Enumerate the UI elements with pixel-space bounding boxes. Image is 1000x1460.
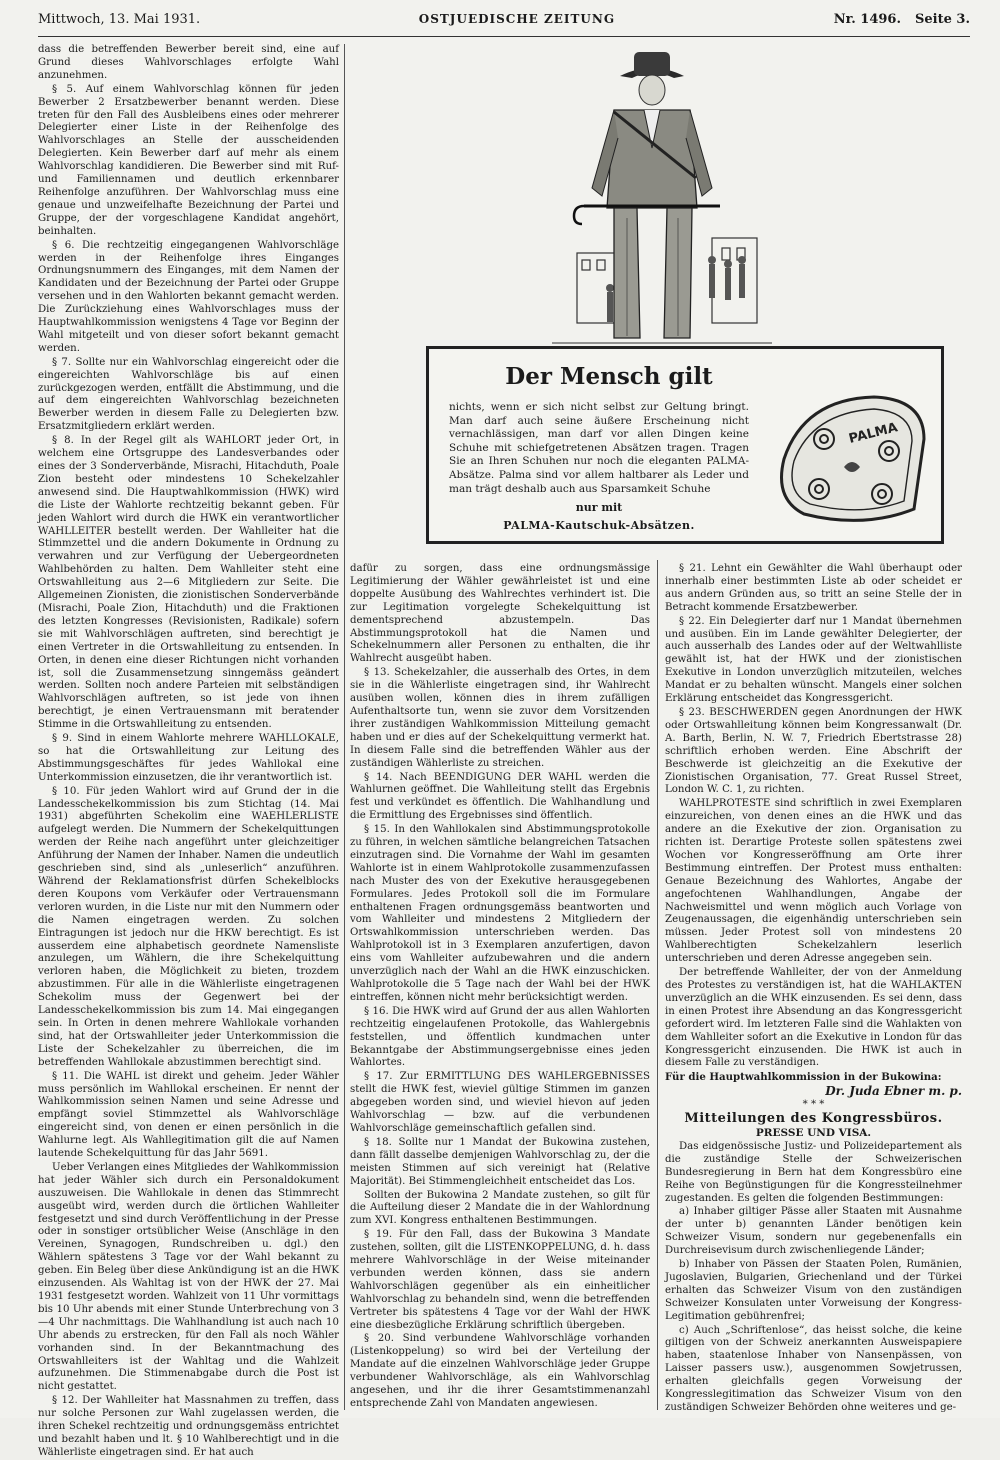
section-separator: * * *	[802, 1099, 825, 1111]
man-illustration	[352, 38, 962, 348]
column-divider	[657, 560, 658, 1410]
paragraph: § 17. Zur ERMITTLUNG DES WAHLERGEBNISSES stellt die HWK fest, wieviel gültige Stimmen im ganzen abgegeben worden sind, und wieviel hievon auf jeden Wahlvorschlag — bzw. auf die verbundenen Wahlvorschläge gemeinschaftlich gefallen sind.	[350, 1071, 650, 1134]
column-3	[665, 563, 962, 1413]
paragraph: § 7. Sollte nur ein Wahlvorschlag eingereicht oder die eingereichten Wahlvorschläge bis auf einen zurückgezogen werden, entfällt die Abstimmung, und die auf dem eingereichten Wahlvorschlag bezeichneten Bewerber werden in diesem Falle zu Delegierten bzw. Ersatzmitgliedern erklärt werden.	[38, 356, 339, 433]
paragraph: § 5. Auf einem Wahlvorschlag können für jeden Bewerber 2 Ersatzbewerber benannt werden. Diese treten für den Fall des Ausbleibens eines oder mehrerer Delegierter einer Liste in der Reihenfolge des Wahlvorschlages an Stelle der ausscheidenden Delegierten. Kein Bewerber darf auf mehr als einem Wahlvorschlag kandidieren. Die Bewerber sind mit Ruf- und Familiennamen und deutlich erkennbarer Reihenfolge anzuführen. Der Wahlvorschlag muss eine genaue und unzweifelhafte Bezeichnung der Partei und Gruppe, der der vorgeschlagene Kandidat angehört, beinhalten.	[38, 83, 339, 237]
paragraph: a) Inhaber giltiger Pässe aller Staaten mit Ausnahme der unter b) genannten Länder benötigen kein Schweizer Visum, sondern nur gegebenenfalls ein Durchreisevisum durch zwischenliegende Länder;	[665, 1206, 962, 1257]
paragraph: b) Inhaber von Pässen der Staaten Polen, Rumänien, Jugoslavien, Bulgarien, Griechenland und der Türkei erhalten das Schweizer Visum von den zuständigen Schweizer Konsulaten unter Vorweisung der Kongress-Legitimation gebührenfrei;	[665, 1259, 962, 1322]
section-heading: Mitteilungen des Kongressbüros.	[684, 1111, 943, 1127]
ad-body-text: nichts, wenn er sich nicht selbst zur Geltung bringt. Man darf auch seine äußere Erscheinung nicht vernachlässigen, man darf vor allen Dingen keine Schuhe mit schiefgetretenen Absätzen tragen. Tragen Sie an Ihren Schuhen nur noch die eleganten PALMA-Absätze. Palma sind vor allem haltbarer als Leder und man trägt deshalb auch aus Sparsamkeit Schuhe	[449, 401, 749, 495]
signature-line: Für die Hauptwahlkommission in der Bukowina:	[665, 1071, 942, 1084]
paragraph: § 23. BESCHWERDEN gegen Anordnungen der HWK oder Ortswahlleitung können beim Kongressanwalt (Dr. A. Barth, Berlin, N. W. 7, Friedrich Ebertstrasse 28) schriftlich erhoben werden. Eine Abschrift der Beschwerde ist gleichzeitig an die Exekutive der Zionistischen Organisation, 77. Great Russel Street, London W. C. 1, zu richten.	[665, 706, 962, 796]
paragraph: § 15. In den Wahllokalen sind Abstimmungsprotokolle zu führen, in welchen sämtliche belangreichen Tatsachen einzutragen sind. Die Vornahme der Wahl im gesamten Wahlorte ist in einem Wahlprotokolle zusammenzufassen nach Muster des von der Exekutive herausgegebenen Formulares. Jedes Protokoll soll die im Formulare enthaltenen Fragen ordnungsgemäss beantworten und vom Wahlleiter und mindestens 2 Mitgliedern der Ortswahlkommission unterschrieben werden. Das Wahlprotokoll ist in 3 Exemplaren anzufertigen, davon eins vom Wahlleiter aufzubewahren und die andern unverzüglich nach der Wahl an die HWK einzuschicken. Wahlprotokolle die 5 Tage nach der Wahl bei der HWK eintreffen, können nicht mehr berücksichtigt werden.	[350, 824, 650, 1003]
paragraph: § 9. Sind in einem Wahlorte mehrere WAHLLOKALE, so hat die Ortswahlleitung zur Leitung des Abstimmungsgeschäftes für jedes Wahllokal eine Unterkommission einzusetzen, die ihr verantwortlich ist.	[38, 733, 339, 783]
paragraph: Sollten der Bukowina 2 Mandate zustehen, so gilt für die Aufteilung dieser 2 Mandate die in der Wahlordnung zum XVI. Kongress enthaltenen Bestimmungen.	[350, 1189, 650, 1227]
header-right	[834, 12, 970, 27]
ad-heading: Der Mensch gilt	[505, 363, 713, 390]
page-header	[38, 12, 970, 37]
paragraph: § 6. Die rechtzeitig eingegangenen Wahlvorschläge werden in der Reihenfolge ihres Einganges Ordnungsnummern des Einganges, mit dem Namen der Kandidaten und der Bezeichnung der Partei oder Gruppe versehen und in den Wahlorten bekannt gemacht werden. Die Zurückziehung eines Wahlvorschlages muss der Hauptwahlkommission wenigstens 4 Tage vor Beginn der Wahl mitgeteilt und von dieser sofort bekannt gemacht werden.	[38, 239, 339, 354]
paragraph: § 22. Ein Delegierter darf nur 1 Mandat übernehmen und ausüben. Ein im Lande gewählter Delegierter, der auch ausserhalb des Landes oder auf der Weltwahlliste gewählt ist, hat der HWK und der zionistischen Exekutive in London unverzüglich mitzuteilen, welches Mandat er zu behalten wünscht. Mangels einer solchen Erklärung entscheidet das Kongressgericht.	[665, 615, 962, 705]
paragraph: dafür zu sorgen, dass eine ordnungsmässige Legitimierung der Wähler gewährleistet ist und eine doppelte Ausübung des Wahlrechtes verhindert ist. Die zur Legitimation vorgelegte Schekelquittung ist dementsprechend abzustempeln. Das Abstimmungsprotokoll hat die Namen und Schekelnummern aller Personen zu enthalten, die ihr Wahlrecht ausgeübt haben.	[350, 563, 650, 665]
heel-brand-label: PALMA	[847, 420, 900, 447]
paragraph: § 18. Sollte nur 1 Mandat der Bukowina zustehen, dann fällt dasselbe demjenigen Wahlvorschlag zu, der die meisten Stimmen auf sich vereinigt hat (Relative Majorität). Bei Stimmengleichheit entscheidet das Los.	[350, 1136, 650, 1187]
paragraph: dass die betreffenden Bewerber bereit sind, eine auf Grund dieses Wahlvorschlages erfolgte Wahl anzunehmen.	[38, 44, 339, 81]
issue-number: Nr. 1496.	[833, 12, 902, 27]
paragraph: Der betreffende Wahlleiter, der von der Anmeldung des Protestes zu verständigen ist, hat die WAHLAKTEN unverzüglich an die WHK einzusenden. Es sei denn, dass in einen Protest ihre Absendung an das Kongressgericht gefordert wird. Im letzteren Falle sind die Wahlakten von dem Wahlleiter sofort an die Exekutive in London für das Kongressgericht einzusenden. Die HWK ist auch in diesem Falle zu verständigen.	[665, 967, 962, 1069]
paragraph: § 19. Für den Fall, dass der Bukowina 3 Mandate zustehen, sollten, gilt die LISTENKOPPELUNG, d. h. dass mehrere Wahlvorschläge in der Weise miteinander verbunden werden können, dass sie andern Wahlvorschlägen gegenüber als ein einheitlicher Wahlvorschlag zu behandeln sind, wenn die betreffenden Vertreter bis spätestens 4 Tage vor der Wahl der HWK eine diesbezügliche Erklärung schriftlich übergeben.	[350, 1229, 650, 1331]
paragraph: c) Auch „Schriftenlose“, das heisst solche, die keine giltigen von der Schweiz anerkannten Ausweispapiere haben, staatenlose Inhaber von Nansenpässen, von Laisser passers usw.), ausgenommen Sowjetrussen, erhalten gleichfalls gegen Vorweisung der Kongresslegitimation das Schweizer Visum von den zuständigen Schweizer Behörden ohne weiteres und ge-	[665, 1324, 962, 1413]
paragraph: § 12. Der Wahlleiter hat Massnahmen zu treffen, dass nur solche Personen zur Wahl zugelassen werden, die ihren Schekel rechtzeitig und ordnungsgemäss entrichtet und bezahlt haben und lt. § 10 Wahlberechtigt und in die Wählerliste eingetragen sind. Er hat auch	[38, 1395, 339, 1458]
ad-product-line: PALMA-Kautschuk-Absätzen.	[503, 519, 695, 532]
column-divider	[344, 44, 345, 1410]
paragraph: § 8. In der Regel gilt als WAHLORT jeder Ort, in welchem eine Ortsgruppe des Landesverbandes oder eines der 3 Sonderverbände, Misrachi, Hitachduth, Poale Zion besteht oder mindestens 10 Schekelzahler anwesend sind. Die Hauptwahlkommission (HWK) wird die Liste der Wahlorte rechtzeitig bekannt geben. Für jeden Wahlort wird durch die HWK ein verantwortlicher WAHLLEITER bestellt werden. Der Wahlleiter hat die Stimmzettel und die andern Dokumente in Ordnung zu verwahren und zur Verfügung der Uebergeordneten Wahlbehörden zu halten. Dem Wahlleiter steht eine Ortswahlleitung aus 2—6 Mitgliedern zur Seite. Die Allgemeinen Zionisten, die zionistischen Sonderverbände (Misrachi, Poale Zion, Hitachduth) und die Fraktionen des letzten Kongresses (Revisionisten, Radikale) sofern sie mit Wahlvorschlägen auftreten, sind berechtigt je einen Vertreter in die Ortswahlleitung zu entsenden. In Orten, in denen eine dieser Richtungen nicht vorhanden ist, soll die Zusammensetzung sinngemäss geändert werden. Sollten noch andere Parteien mit selbständigen Wahlvorschlägen auftreten, so ist jede von ihnen berechtigt, je einen Vertrauensmann mit beratender Stimme in die Ortswahlleitung zu entsenden.	[38, 435, 339, 731]
column-1	[38, 44, 339, 1458]
paragraph: § 21. Lehnt ein Gewählter die Wahl überhaupt oder innerhalb einer bestimmten Liste ab oder scheidet er aus andern Gründen aus, so tritt an seine Stelle der in Betracht kommende Ersatzbewerber.	[665, 563, 962, 613]
paragraph: Ueber Verlangen eines Mitgliedes der Wahlkommission hat jeder Wähler sich durch ein Personaldokument auszuweisen. Die Wahllokale in denen das Stimmrecht ausgeübt wird, werden durch die örtlichen Wahlleiter festgesetzt und sind durch Veröffentlichung in der Presse oder in sonstiger ortsüblicher Weise (Anschläge in den Vereinen, Synagogen, Rundschreiben u. dgl.) den Wählern spätestens 3 Tage vor der Wahl bekannt zu geben. Ein Beleg über diese Ankündigung ist an die HWK einzusenden. Als Wahltag ist von der HWK der 27. Mai 1931 festgesetzt worden. Wahlzeit von 11 Uhr vormittags bis 10 Uhr abends mit einer Stunde Unterbrechung von 3—4 Uhr nachmittags. Die Wahlhandlung ist auch nach 10 Uhr abends zu erstrecken, für den Fall als noch Wähler vorhanden sind. In der Bekanntmachung des Ortswahlleiters ist der Wahltag und die Wahlzeit aufzunehmen. Die Stimmenabgabe durch die Post ist nicht gestattet.	[38, 1161, 339, 1393]
paragraph: § 14. Nach BEENDIGUNG DER WAHL werden die Wahlurnen geöffnet. Die Wahlleitung stellt das Ergebnis fest und verkündet es öffentlich. Die Wahlhandlung und die Ermittlung des Ergebnisses sind öffentlich.	[350, 771, 650, 822]
section-subheading: PRESSE UND VISA.	[755, 1126, 872, 1139]
ad-text-box	[426, 346, 944, 544]
column-2	[350, 563, 650, 1410]
ad-subline: nur mit	[575, 501, 623, 514]
paragraph: § 10. Für jeden Wahlort wird auf Grund der in die Landesschekelkommission bis zum Stichtag (14. Mai 1931) abgeführten Schekolim eine WAEHLERLISTE aufgelegt werden. Die Nummern der Schekelquittungen werden der Reihe nach angeführt unter gleichzeitiger Anführung der Namen der Inhaber. Namen die undeutlich geschrieben sind, sind als „unleserlich“ anzuführen. Während der Reklamationsfrist dürfen Schekelblocks deren Koupons vom Verkäufer oder Vertrauensmann verloren wurden, in die Liste nur mit den Nummern oder die Namen eingetragen werden. Zu solchen Eintragungen ist jedoch nur die HKW berechtigt. Es ist ausserdem eine alphabetisch geordnete Namensliste anzulegen, um Wählern, die ihre Schekelquittung verloren haben, die Möglichkeit zu bieten, trozdem abzustimmen. Für alle in die Wählerliste eingetragenen Schekolim muss der Gegenwert bei der Landesschekelkommission bis zum 14. Mai eingegangen sein. In Orten in denen mehrere Wahllokale vorhanden sind, hat der Ortswahlleiter jeder Unterkommission die Liste der Schekelzahler zu überreichen, die im betreffenden Wahllokale abzustimmen berechtigt sind.	[38, 785, 339, 1068]
paragraph: § 11. Die WAHL ist direkt und geheim. Jeder Wähler muss persönlich im Wahllokal erscheinen. Er nennt der Wahlkommission seinen Namen und seine Adresse und empfängt soviel Stimmzettel als Wahlvorschläge eingereicht sind, von denen er einen persönlich in die Wahlurne legt. Als Wahllegitimation gilt die auf Namen lautende Schekelquittung für das Jahr 5691.	[38, 1070, 339, 1160]
newspaper-title: OSTJUEDISCHE ZEITUNG	[418, 12, 616, 26]
page-number: Seite 3.	[915, 12, 970, 27]
paragraph: § 16. Die HWK wird auf Grund der aus allen Wahlorten rechtzeitig eingelaufenen Protokolle, das Wahlergebnis feststellen, und öffentlich kundmachen unter Bekanntgabe der Abstimmungsergebnisse eines jeden Wahlortes.	[350, 1005, 650, 1069]
paragraph: § 13. Schekelzahler, die ausserhalb des Ortes, in dem sie in die Wählerliste eingetragen sind, ihr Wahlrecht ausüben wollen, können dies in ihrem zufälligen Aufenthaltsorte tun, wenn sie zuvor dem Vorsitzenden ihrer zuständigen Wahlkommission Mitteilung gemacht haben und er dies auf der Schekelquittung vermerkt hat. In diesem Falle sind die betreffenden Wähler aus der zuständigen Wählerliste zu streichen.	[350, 667, 650, 769]
header-date: Mittwoch, 13. Mai 1931.	[38, 12, 201, 27]
paragraph: § 20. Sind verbundene Wahlvorschläge vorhanden (Listenkoppelung) so wird bei der Verteilung der Mandate auf die einzelnen Wahlvorschläge jeder Gruppe verbundener Wahlvorschläge, als ein Wahlvorschlag angesehen, und ihr die ihrer Gesamtstimmenanzahl entsprechende Zahl von Mandaten angewiesen.	[350, 1333, 650, 1409]
signature-name: Dr. Juda Ebner m. p.	[825, 1084, 962, 1099]
rubber-heel-icon	[764, 379, 934, 529]
paragraph: Das eidgenössische Justiz- und Polizeidepartement als die zuständige Stelle der Schweizerischen Bundesregierung in Bern hat dem Kongressbüro eine Reihe von Begünstigungen für die Kongressteilnehmer zugestanden. Es gelten die folgenden Bestimmungen:	[665, 1140, 962, 1204]
paragraph: WAHLPROTESTE sind schriftlich in zwei Exemplaren einzureichen, von denen eines an die HWK und das andere an die Exekutive der zion. Organisation zu richten ist. Derartige Proteste sollen spätestens zwei Wochen vor Kongresseröffnung am Orte ihrer Bestimmung eintreffen. Der Protest muss enthalten: Genaue Bezeichnung des Wahlortes, Angabe der angefochtenen Wahlhandlungen, Angabe der Nachweismittel und wenn möglich auch Vorlage von Zeugenaussagen, die eigenhändig unterschrieben sein müssen. Jeder Protest soll von mindestens 20 Wahlberechtigten Schekelzahlern leserlich unterschrieben und deren Adresse angegeben sein.	[665, 798, 962, 965]
palma-advertisement	[352, 38, 962, 548]
